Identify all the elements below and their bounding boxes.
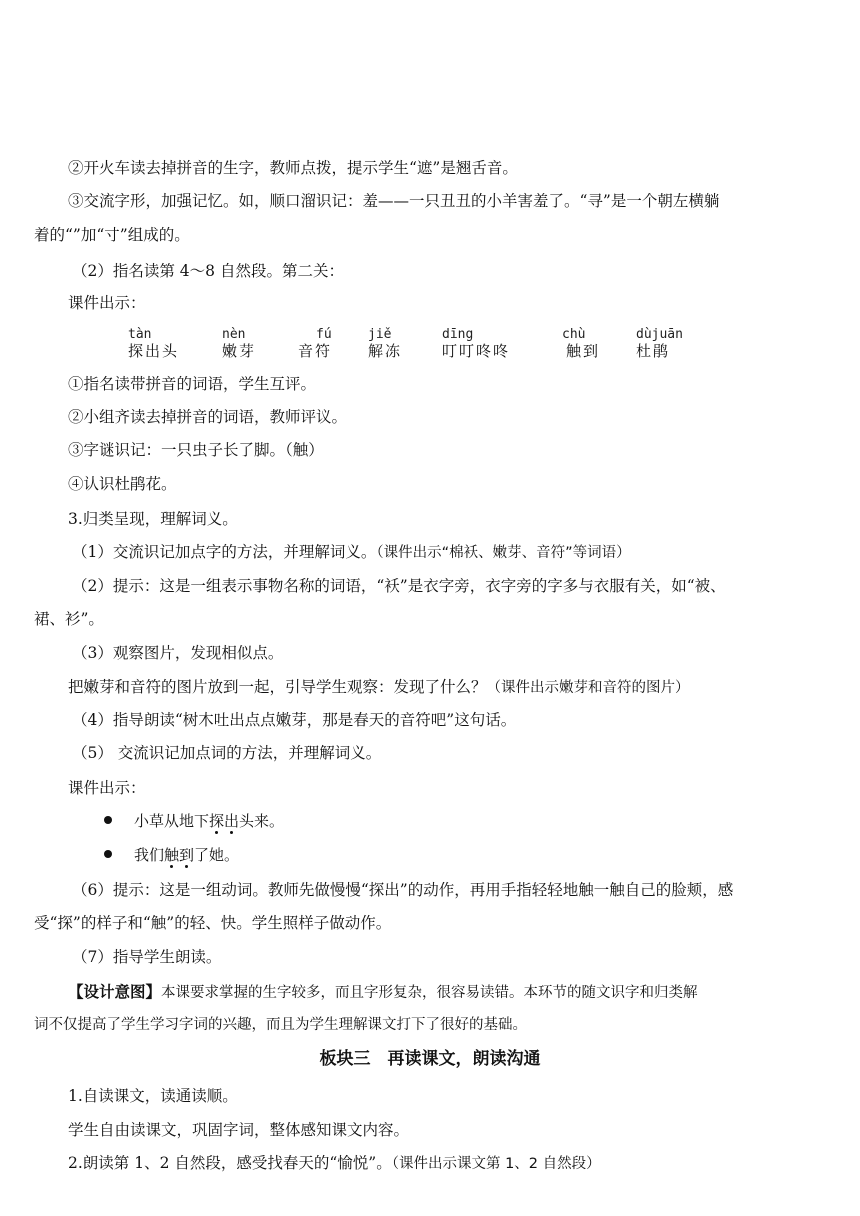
example-sentence [104,811,284,831]
pinyin-text: dīng [442,327,474,342]
design-intent-line [68,982,824,1003]
pinyin-word [562,328,600,360]
paragraph-line: （2）指名读第 4～8 自然段。第二关： [72,262,344,280]
paragraph-line: （6）提示：这是一组动词。教师先做慢慢“探出”的动作，再用手指轻轻地触一触自己的脸颊，感 [72,881,734,899]
sentence-text: 头来。 [239,812,285,830]
word-text: 嫩芽 [222,342,257,360]
paragraph-line: 课件出示： [68,294,146,312]
paragraph-note: （课件出示课文第 1、2 自然段） [391,1156,601,1172]
word-text: 音符 [298,342,333,360]
word-text: 解冻 [368,342,403,360]
word-text: 叮叮咚咚 [442,342,511,360]
sentence-text: 了她。 [194,846,240,864]
emphasized-char: 探 [209,812,225,830]
word-text: 探出头 [128,342,180,360]
pinyin-word [368,328,402,360]
paragraph-line: ④认识杜鹃花。 [68,475,177,493]
emphasized-char: 出 [224,812,240,830]
paragraph-text: （1）交流识记加点字的方法，并理解词义。 [72,543,377,561]
paragraph-line: ③交流字形，加强记忆。如，顺口溜识记：羞——一只丑丑的小羊害羞了。“寻”是一个朝左横躺 [68,192,720,210]
word-text: 杜鹃 [636,342,671,360]
pinyin-text: jiě [368,327,392,342]
paragraph-line: ③字谜识记：一只虫子长了脚。（触） [68,441,324,459]
emphasized-char: 到 [179,846,195,864]
paragraph-line: ①指名读带拼音的词语，学生互评。 [68,375,317,393]
paragraph-line: ②开火车读去掉拼音的生字，教师点拨，提示学生“遮”是翘舌音。 [68,159,518,177]
pinyin-word-list [0,328,860,362]
bullet-icon [104,850,112,858]
paragraph-text: 把嫩芽和音符的图片放到一起，引导学生观察：发现了什么？ [68,678,487,696]
pinyin-word [128,328,179,360]
paragraph-note: （课件出示“棉袄、嫩芽、音符”等词语） [376,545,631,561]
sentence-text: 小草从地下 [134,812,210,830]
paragraph-line: （3）观察图片，发现相似点。 [72,644,284,662]
paragraph-line: 着的“”加“寸”组成的。 [34,226,190,244]
paragraph-line: （4）指导朗读“树木吐出点点嫩芽，那是春天的音符吧”这句话。 [72,711,517,729]
pinyin-text: dùjuān [636,327,683,342]
pinyin-word [298,328,332,360]
emphasized-char: 触 [164,846,180,864]
pinyin-word [222,328,256,360]
section-heading: 板块三 再读课文，朗读沟通 [319,1049,541,1069]
pinyin-text: fú [316,327,332,342]
paragraph-line [68,677,824,698]
sentence-text: 我们 [134,846,165,864]
paragraph-line: （7）指导学生朗读。 [72,948,222,966]
pinyin-text: tàn [128,327,152,342]
bullet-icon [104,816,112,824]
paragraph-line: （5） 交流识记加点词的方法，并理解词义。 [72,744,382,762]
design-intent-label: 【设计意图】 [68,982,162,1001]
word-text: 触到 [566,342,601,360]
design-intent-line: 词不仅提高了学生学习字词的兴趣，而且为学生理解课文打下了很好的基础。 [34,1017,527,1033]
paragraph-line [68,1153,824,1174]
pinyin-text: chù [562,327,586,342]
paragraph-line [72,542,828,563]
paragraph-line: 3.归类呈现，理解词义。 [68,510,238,528]
example-sentence [104,845,239,865]
paragraph-line: ②小组齐读去掉拼音的词语，教师评议。 [68,408,348,426]
paragraph-note: （课件出示嫩芽和音符的图片） [486,680,690,696]
pinyin-word [636,328,683,360]
design-intent-text: 本课要求掌握的生字较多，而且字形复杂，很容易读错。本环节的随文识字和归类解 [161,985,698,1001]
paragraph-line: 1.自读课文，读通读顺。 [68,1087,238,1105]
paragraph-line: 裙、衫”。 [34,610,104,628]
pinyin-text: nèn [222,327,246,342]
paragraph-line: 受“探”的样子和“触”的轻、快。学生照样子做动作。 [34,914,392,932]
paragraph-line: 学生自由读课文，巩固字词，整体感知课文内容。 [68,1121,410,1139]
paragraph-line: 课件出示： [68,779,146,797]
pinyin-word [442,328,510,360]
paragraph-text: 2.朗读第 1、2 自然段，感受找春天的“愉悦”。 [68,1154,392,1172]
paragraph-line: （2）提示：这是一组表示事物名称的词语，“袄”是衣字旁，衣字旁的字多与衣服有关，如“被、 [72,577,726,595]
